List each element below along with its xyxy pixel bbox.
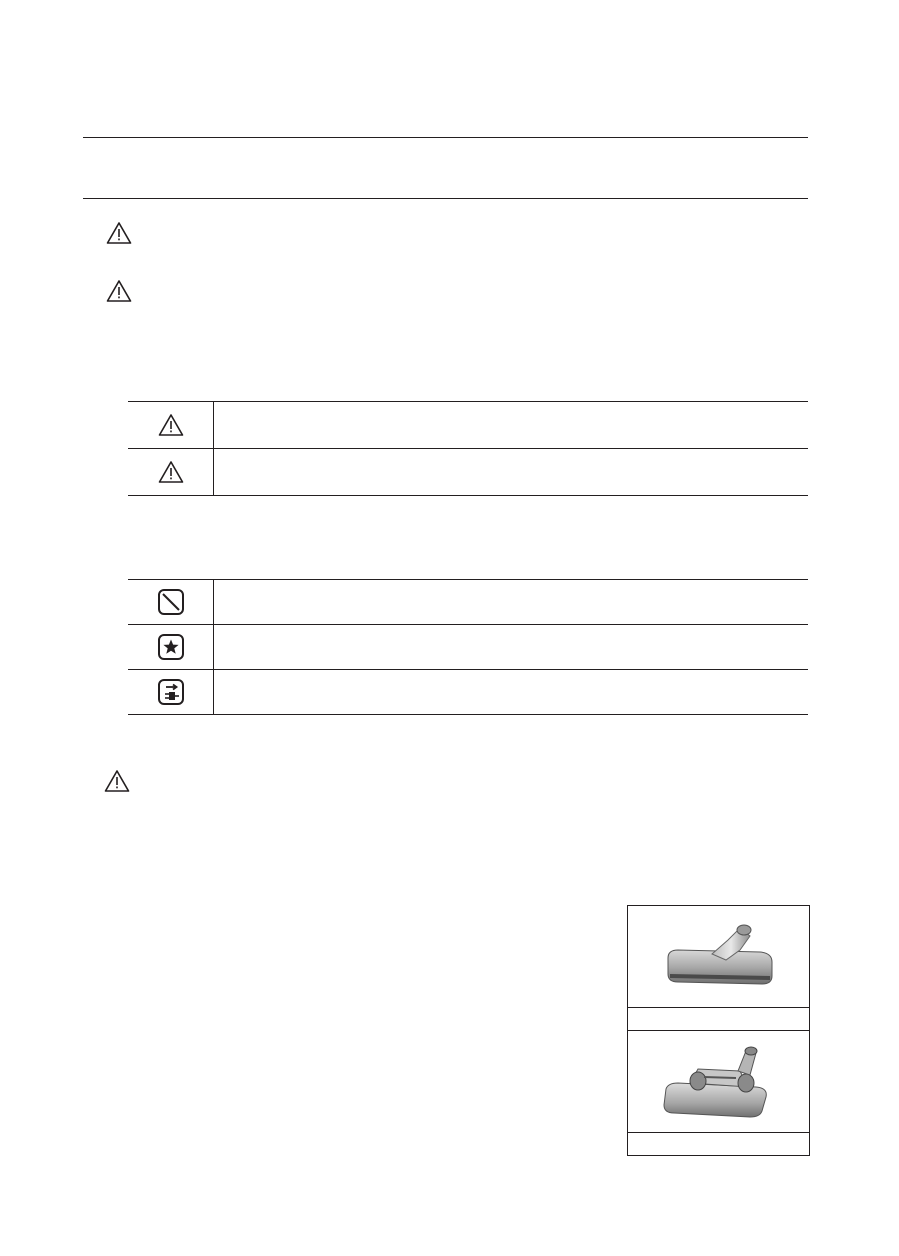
header-bottom-rule: [83, 198, 808, 199]
page-title: [83, 150, 808, 186]
unplug-icon: [128, 678, 213, 706]
table-text-cell: [214, 449, 809, 496]
table-text-cell: [214, 670, 809, 715]
table-row: [128, 670, 808, 715]
table-row: [128, 449, 808, 496]
table-row: [128, 580, 808, 625]
table-icon-cell: [128, 670, 214, 715]
figure-caption: [628, 1008, 809, 1030]
star-icon: [128, 633, 213, 661]
table-text-cell: [214, 580, 809, 625]
prohibited-icon: [128, 588, 213, 616]
table-text-cell: [214, 402, 809, 449]
figure-caption: [628, 1133, 809, 1155]
warning-triangle-icon: [128, 413, 213, 437]
table-icon-cell: [128, 580, 214, 625]
signal-table: [128, 401, 808, 496]
symbol-table: [128, 579, 808, 715]
floor-brush-nozzle-icon: [628, 906, 809, 1008]
warning-triangle-icon: [104, 769, 130, 793]
table-text-cell: [214, 625, 809, 670]
header-top-rule: [83, 137, 808, 138]
table-icon-cell: [128, 449, 214, 496]
turbo-brush-nozzle-icon: [628, 1030, 809, 1133]
table-icon-cell: [128, 625, 214, 670]
figure-box: [627, 905, 810, 1156]
warning-triangle-icon: [106, 221, 132, 245]
table-row: [128, 402, 808, 449]
table-row: [128, 625, 808, 670]
warning-triangle-icon: [106, 279, 132, 303]
warning-triangle-icon: [128, 460, 213, 484]
table-icon-cell: [128, 402, 214, 449]
